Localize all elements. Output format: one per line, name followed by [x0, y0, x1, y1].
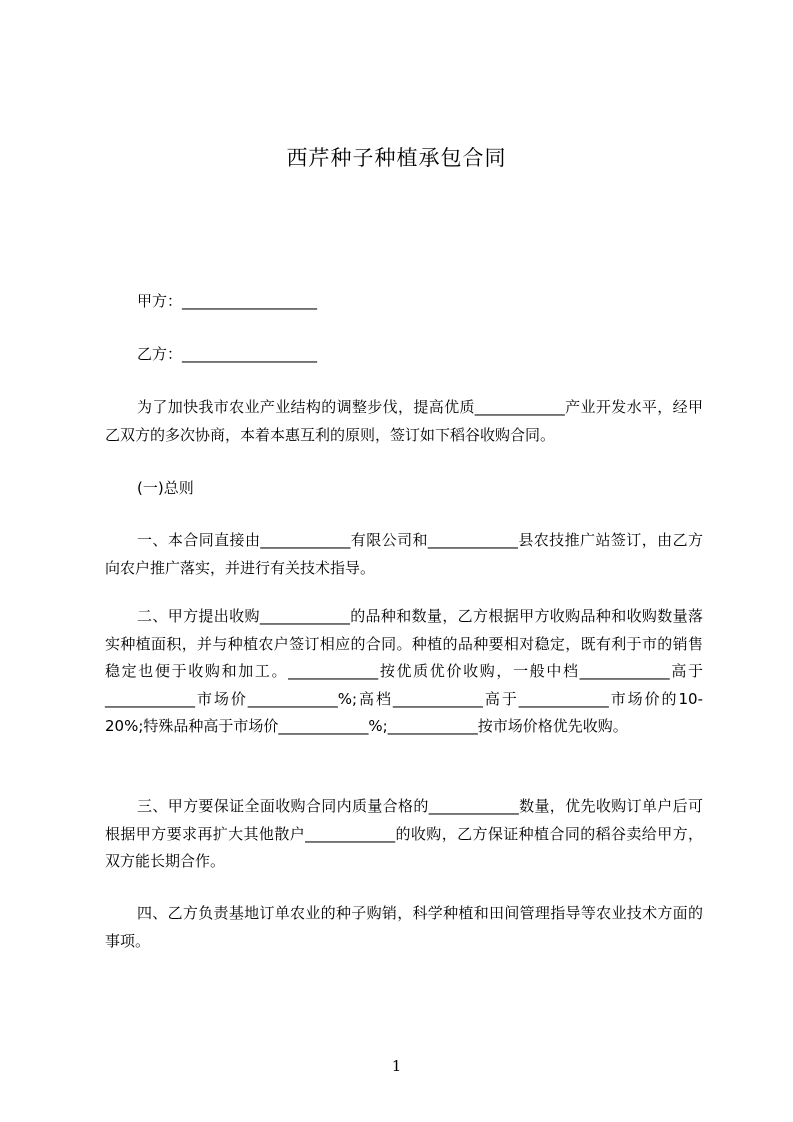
- clause-1-text: 一、本合同直接由____________有限公司和____________县农技推广站签订，由乙方向农户推广落实，并进行有关技术指导。: [105, 531, 703, 577]
- clause-4-text: 四、乙方负责基地订单农业的种子购销，科学种植和田间管理指导等农业技术方面的事项。: [105, 904, 703, 950]
- intro-paragraph: [105, 394, 703, 449]
- document-title: 西芹种子种植承包合同: [286, 146, 507, 170]
- party-a-line: 甲方：__________________: [137, 292, 318, 310]
- clause-4: [105, 900, 703, 955]
- page-number: 1: [391, 1057, 402, 1075]
- section-heading: (一)总则: [137, 479, 194, 497]
- party-b-line: 乙方：__________________: [137, 345, 318, 363]
- clause-3: [105, 793, 703, 876]
- clause-2: [105, 603, 703, 741]
- intro-text: 为了加快我市农业产业结构的调整步伐，提高优质____________产业开发水平，经甲乙双方的多次协商，本着本惠互利的原则，签订如下稻谷收购合同。: [105, 398, 703, 444]
- clause-1: [105, 527, 703, 582]
- clause-3-text: 三、甲方要保证全面收购合同内质量合格的____________数量，优先收购订单户后可根据甲方要求再扩大其他散户____________的收购，乙方保证种植合同的稻谷卖给甲方，双方能长期合作。: [105, 797, 703, 870]
- clause-2-text: 二、甲方提出收购____________的品种和数量，乙方根据甲方收购品种和收购数量落实种植面积，并与种植农户签订相应的合同。种植的品种要相对稳定，既有利于市的销售稳定也便于收购和加工。____________按优质优价收购，一般中档____________高于____________市场价____________%;高档____________高于____________市场价的10-20%;特殊品种高于市场价____________%;____________按市场价格优先收购。: [105, 607, 703, 735]
